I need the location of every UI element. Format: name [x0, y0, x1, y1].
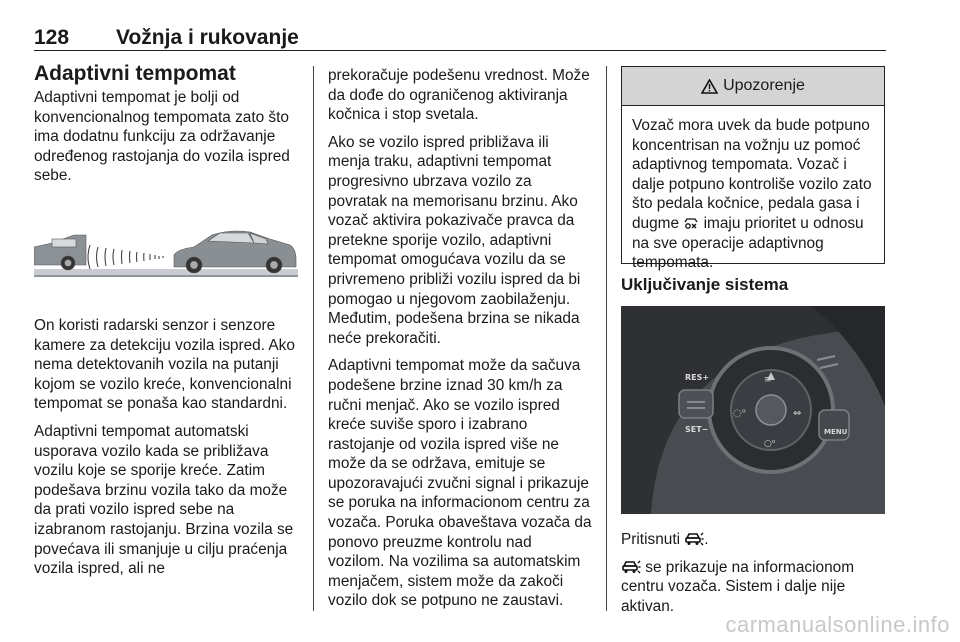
- column-3-lower: [621, 530, 887, 624]
- rear-car: [34, 235, 86, 270]
- press-instruction: [621, 530, 887, 550]
- svg-text:◌ᵒ: ◌ᵒ: [733, 408, 746, 419]
- watermark: carmanualsonline.info: [725, 612, 950, 637]
- page-header: [34, 22, 886, 51]
- paragraph-speed-memory: Adaptivni tempomat može da sačuva podešene brzine iznad 30 km/h za ručni menjač. Ako se vozilo ispred kreće suviše sporo i izabrano rastojanje od vozila ispred više ne može da se održava, emituje se upozoravajući zvučni signal i prikazuje se poruka na informacionom centru za vozača. Poruka obaveštava vozača da ponovo preuzme kontrolu nad vozilom. Na vozilima sa automatskim menjačem, sistem može da zakoči vozilo dok se potpuno ne zaustavi.: [328, 357, 592, 610]
- svg-text:○ᵒ: ○ᵒ: [764, 439, 776, 449]
- section-title: Adaptivni tempomat: [34, 62, 236, 85]
- menu-label: MENU: [824, 428, 848, 436]
- paragraph-lane-change: Ako se vozilo ispred približava ili menja traku, adaptivni tempomat progresivno ubrzava vozilo za povratak na memorisanu brzinu. Ako vozač aktivira pokazivače pravca da pretekne sporije vozilo, adaptivni tempomat omogućava vozilu da se privremeno približi vozilu ispred da bi pomogao u njegovom zaobilaženju. Međutim, podešena brzina se nikada neće prekoračiti.: [328, 133, 581, 347]
- column-2: [328, 66, 592, 619]
- column-divider: [606, 66, 607, 611]
- paragraph-slowdown: Adaptivni tempomat automatski usporava vozilo kada se približava vozilu koje se sporije kreće. Zatim podešava brzinu vozila tako da može da prati vozilo ispred sebe na izabranom rastojanju. Brzina vozila se povećava ili smanjuje u cilju praćenja vozila ispred, ali ne: [34, 422, 294, 578]
- subsection-title: Uključivanje sistema: [621, 275, 789, 294]
- steering-wheel-button-icon: [683, 217, 699, 231]
- column-1-lower: [34, 316, 300, 587]
- warning-body: [622, 106, 884, 273]
- column-1: [34, 62, 300, 194]
- page-number: 128: [34, 26, 70, 49]
- status-paragraph: [621, 558, 887, 617]
- warning-triangle-icon: [701, 79, 718, 94]
- adaptive-cruise-illustration: [34, 219, 298, 281]
- warning-box: [621, 66, 885, 272]
- chapter-title: Vožnja i rukovanje: [116, 26, 299, 49]
- column-3-subsection: [621, 274, 887, 296]
- warning-text-part2: imaju prioritet u odnosu na sve operacije adaptivnog tempomata.: [632, 214, 864, 272]
- svg-text:⇔: ⇔: [793, 408, 802, 419]
- paragraph-radar: On koristi radarski senzor i senzore kamere za detekciju vozila ispred. Ako nema detektovanih vozila na putanji kojom se vozilo kreće, konvencionalni tempomat se ponaša kao standardni.: [34, 317, 295, 413]
- warning-header: [622, 67, 884, 106]
- set-label: SET−: [685, 425, 709, 434]
- radar-waves: [88, 245, 163, 269]
- steering-wheel-controls-photo: [621, 306, 885, 514]
- adaptive-cruise-icon: [621, 559, 641, 575]
- res-label: RES+: [685, 373, 710, 382]
- status-text: se prikazuje na informacionom centru vozača. Sistem i dalje nije aktivan.: [621, 558, 855, 615]
- road-strip: [34, 269, 298, 275]
- warning-text-part1: Vozač mora uvek da bude potpuno koncentrisan na vožnju uz pomoć adaptivnog tempomata. Vozač i dalje potpuno kontroliše vozilo zato što pedala kočnice, pedala gasa i dugme: [632, 117, 872, 232]
- svg-text:≡: ≡: [764, 375, 772, 385]
- press-label: Pritisnuti: [621, 531, 681, 548]
- warning-title: Upozorenje: [723, 77, 805, 94]
- front-car: [174, 231, 296, 273]
- press-end: .: [704, 531, 709, 548]
- paragraph-continued: prekoračuje podešenu vrednost. Može da dođe do ograničenog aktiviranja kočnica i stop svetala.: [328, 67, 590, 124]
- column-divider: [313, 66, 314, 611]
- adaptive-cruise-icon: [684, 531, 704, 547]
- intro-paragraph: Adaptivni tempomat je bolji od konvencionalnog tempomata zato što ima dodatnu funkciju za održavanje određenog rastojanja do vozila ispred sebe.: [34, 89, 290, 185]
